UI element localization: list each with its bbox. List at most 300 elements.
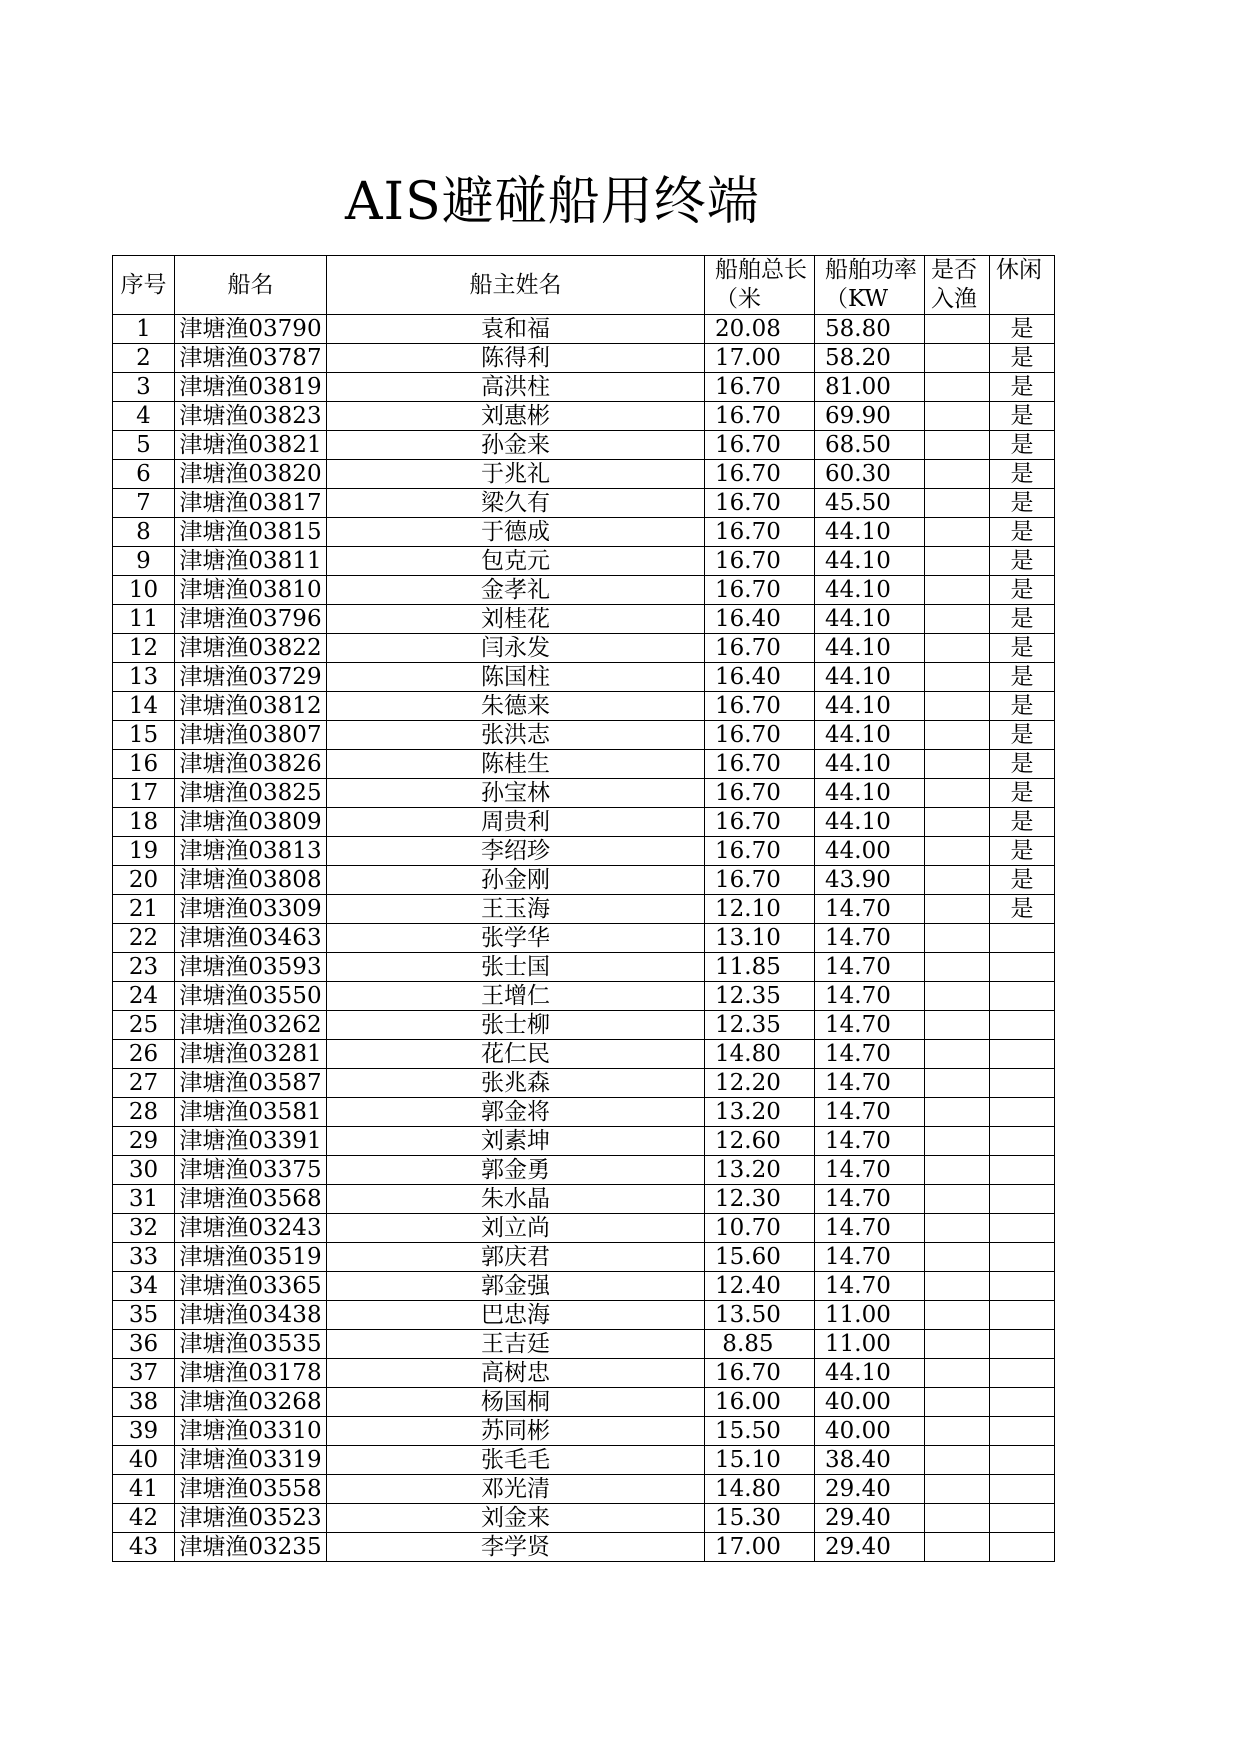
cell-ship-name: 津塘渔03826: [175, 750, 327, 779]
cell-owner: 高树忠: [327, 1359, 705, 1388]
cell-seq: 38: [113, 1388, 175, 1417]
cell-ship-name: 津塘渔03815: [175, 518, 327, 547]
cell-leisure: 是: [990, 663, 1055, 692]
cell-ship-name: 津塘渔03391: [175, 1127, 327, 1156]
cell-power: 14.70: [815, 1272, 925, 1301]
cell-power: 40.00: [815, 1417, 925, 1446]
cell-power: 44.10: [815, 663, 925, 692]
cell-length: 10.70: [705, 1214, 815, 1243]
cell-power: 44.10: [815, 808, 925, 837]
table-row: [113, 808, 1055, 837]
cell-entered: [925, 953, 990, 982]
cell-ship-name: 津塘渔03810: [175, 576, 327, 605]
cell-entered: [925, 1446, 990, 1475]
cell-length: 14.80: [705, 1475, 815, 1504]
cell-seq: 43: [113, 1533, 175, 1562]
cell-ship-name: 津塘渔03821: [175, 431, 327, 460]
cell-leisure: 是: [990, 895, 1055, 924]
cell-owner: 花仁民: [327, 1040, 705, 1069]
table-row: [113, 1417, 1055, 1446]
header-length: 船舶总长（米: [705, 256, 815, 315]
cell-length: 16.70: [705, 518, 815, 547]
cell-power: 44.10: [815, 605, 925, 634]
cell-owner: 李绍珍: [327, 837, 705, 866]
cell-leisure: 是: [990, 692, 1055, 721]
cell-ship-name: 津塘渔03535: [175, 1330, 327, 1359]
cell-owner: 杨国桐: [327, 1388, 705, 1417]
table-row: [113, 1127, 1055, 1156]
cell-leisure: [990, 1243, 1055, 1272]
cell-seq: 34: [113, 1272, 175, 1301]
cell-seq: 4: [113, 402, 175, 431]
cell-ship-name: 津塘渔03822: [175, 634, 327, 663]
cell-seq: 16: [113, 750, 175, 779]
cell-length: 16.70: [705, 547, 815, 576]
cell-ship-name: 津塘渔03587: [175, 1069, 327, 1098]
cell-seq: 19: [113, 837, 175, 866]
cell-power: 29.40: [815, 1475, 925, 1504]
cell-leisure: [990, 982, 1055, 1011]
cell-length: 15.50: [705, 1417, 815, 1446]
cell-length: 16.70: [705, 402, 815, 431]
cell-seq: 25: [113, 1011, 175, 1040]
table-row: [113, 837, 1055, 866]
cell-length: 16.70: [705, 1359, 815, 1388]
cell-power: 11.00: [815, 1330, 925, 1359]
header-entered: 是否入渔: [925, 256, 990, 315]
cell-entered: [925, 431, 990, 460]
cell-owner: 陈得利: [327, 344, 705, 373]
cell-power: 44.10: [815, 750, 925, 779]
cell-seq: 9: [113, 547, 175, 576]
cell-seq: 22: [113, 924, 175, 953]
cell-owner: 袁和福: [327, 315, 705, 344]
cell-owner: 高洪柱: [327, 373, 705, 402]
cell-seq: 3: [113, 373, 175, 402]
cell-leisure: 是: [990, 605, 1055, 634]
cell-power: 14.70: [815, 982, 925, 1011]
cell-leisure: [990, 1475, 1055, 1504]
cell-length: 15.10: [705, 1446, 815, 1475]
cell-seq: 2: [113, 344, 175, 373]
cell-length: 20.08: [705, 315, 815, 344]
cell-power: 44.10: [815, 1359, 925, 1388]
cell-leisure: [990, 953, 1055, 982]
cell-leisure: 是: [990, 518, 1055, 547]
cell-seq: 36: [113, 1330, 175, 1359]
cell-power: 44.10: [815, 518, 925, 547]
cell-length: 16.70: [705, 431, 815, 460]
cell-length: 16.70: [705, 721, 815, 750]
cell-ship-name: 津塘渔03787: [175, 344, 327, 373]
cell-power: 44.10: [815, 721, 925, 750]
cell-seq: 31: [113, 1185, 175, 1214]
cell-owner: 王增仁: [327, 982, 705, 1011]
table-row: [113, 634, 1055, 663]
cell-power: 14.70: [815, 1214, 925, 1243]
table-row: [113, 1069, 1055, 1098]
table-row: [113, 1185, 1055, 1214]
cell-seq: 32: [113, 1214, 175, 1243]
table-row: [113, 721, 1055, 750]
cell-ship-name: 津塘渔03812: [175, 692, 327, 721]
cell-seq: 26: [113, 1040, 175, 1069]
cell-leisure: 是: [990, 808, 1055, 837]
header-ship-name: 船名: [175, 256, 327, 315]
cell-leisure: [990, 1185, 1055, 1214]
cell-ship-name: 津塘渔03319: [175, 1446, 327, 1475]
table-row: [113, 344, 1055, 373]
table-row: [113, 315, 1055, 344]
cell-seq: 35: [113, 1301, 175, 1330]
table-row: [113, 1330, 1055, 1359]
cell-owner: 于兆礼: [327, 460, 705, 489]
cell-entered: [925, 1533, 990, 1562]
cell-seq: 21: [113, 895, 175, 924]
cell-entered: [925, 1069, 990, 1098]
cell-length: 13.20: [705, 1098, 815, 1127]
cell-seq: 41: [113, 1475, 175, 1504]
cell-ship-name: 津塘渔03807: [175, 721, 327, 750]
cell-length: 12.60: [705, 1127, 815, 1156]
cell-ship-name: 津塘渔03809: [175, 808, 327, 837]
cell-length: 8.85: [705, 1330, 815, 1359]
cell-length: 16.70: [705, 750, 815, 779]
cell-leisure: [990, 1098, 1055, 1127]
cell-entered: [925, 1359, 990, 1388]
cell-length: 14.80: [705, 1040, 815, 1069]
cell-entered: [925, 460, 990, 489]
cell-seq: 30: [113, 1156, 175, 1185]
cell-entered: [925, 1156, 990, 1185]
cell-entered: [925, 402, 990, 431]
cell-ship-name: 津塘渔03811: [175, 547, 327, 576]
cell-seq: 11: [113, 605, 175, 634]
cell-length: 12.30: [705, 1185, 815, 1214]
cell-seq: 42: [113, 1504, 175, 1533]
cell-entered: [925, 1185, 990, 1214]
cell-power: 69.90: [815, 402, 925, 431]
cell-ship-name: 津塘渔03178: [175, 1359, 327, 1388]
cell-entered: [925, 808, 990, 837]
cell-owner: 巴忠海: [327, 1301, 705, 1330]
cell-power: 81.00: [815, 373, 925, 402]
cell-ship-name: 津塘渔03817: [175, 489, 327, 518]
cell-ship-name: 津塘渔03823: [175, 402, 327, 431]
cell-entered: [925, 634, 990, 663]
cell-length: 15.60: [705, 1243, 815, 1272]
cell-ship-name: 津塘渔03825: [175, 779, 327, 808]
table-row: [113, 518, 1055, 547]
cell-entered: [925, 750, 990, 779]
cell-entered: [925, 924, 990, 953]
cell-entered: [925, 1301, 990, 1330]
cell-owner: 刘桂花: [327, 605, 705, 634]
cell-entered: [925, 721, 990, 750]
cell-seq: 28: [113, 1098, 175, 1127]
cell-ship-name: 津塘渔03813: [175, 837, 327, 866]
cell-seq: 40: [113, 1446, 175, 1475]
cell-owner: 朱水晶: [327, 1185, 705, 1214]
cell-power: 43.90: [815, 866, 925, 895]
cell-leisure: [990, 1359, 1055, 1388]
cell-power: 14.70: [815, 1098, 925, 1127]
cell-ship-name: 津塘渔03262: [175, 1011, 327, 1040]
cell-seq: 33: [113, 1243, 175, 1272]
cell-leisure: 是: [990, 634, 1055, 663]
cell-power: 40.00: [815, 1388, 925, 1417]
cell-entered: [925, 1504, 990, 1533]
table-row: [113, 692, 1055, 721]
cell-seq: 17: [113, 779, 175, 808]
cell-leisure: [990, 1417, 1055, 1446]
cell-length: 12.10: [705, 895, 815, 924]
cell-ship-name: 津塘渔03568: [175, 1185, 327, 1214]
cell-seq: 7: [113, 489, 175, 518]
cell-owner: 陈国柱: [327, 663, 705, 692]
cell-length: 16.70: [705, 373, 815, 402]
cell-length: 17.00: [705, 1533, 815, 1562]
cell-power: 44.00: [815, 837, 925, 866]
table-row: [113, 1040, 1055, 1069]
cell-seq: 14: [113, 692, 175, 721]
table-row: [113, 1214, 1055, 1243]
cell-length: 16.70: [705, 692, 815, 721]
table-row: [113, 373, 1055, 402]
table-row: [113, 489, 1055, 518]
cell-leisure: [990, 1272, 1055, 1301]
cell-owner: 陈桂生: [327, 750, 705, 779]
cell-seq: 13: [113, 663, 175, 692]
cell-ship-name: 津塘渔03796: [175, 605, 327, 634]
cell-entered: [925, 779, 990, 808]
cell-ship-name: 津塘渔03581: [175, 1098, 327, 1127]
cell-length: 12.20: [705, 1069, 815, 1098]
cell-power: 14.70: [815, 1127, 925, 1156]
header-power: 船舶功率（KW: [815, 256, 925, 315]
cell-owner: 梁久有: [327, 489, 705, 518]
cell-length: 16.40: [705, 605, 815, 634]
cell-ship-name: 津塘渔03593: [175, 953, 327, 982]
cell-length: 16.70: [705, 576, 815, 605]
cell-entered: [925, 547, 990, 576]
cell-leisure: [990, 1040, 1055, 1069]
table-row: [113, 605, 1055, 634]
cell-owner: 王吉廷: [327, 1330, 705, 1359]
cell-owner: 孙金来: [327, 431, 705, 460]
cell-entered: [925, 489, 990, 518]
cell-seq: 20: [113, 866, 175, 895]
cell-power: 14.70: [815, 1040, 925, 1069]
cell-seq: 1: [113, 315, 175, 344]
cell-length: 16.40: [705, 663, 815, 692]
cell-power: 14.70: [815, 1185, 925, 1214]
table-row: [113, 750, 1055, 779]
cell-leisure: [990, 1156, 1055, 1185]
cell-owner: 张学华: [327, 924, 705, 953]
cell-ship-name: 津塘渔03790: [175, 315, 327, 344]
cell-owner: 周贵利: [327, 808, 705, 837]
cell-owner: 苏同彬: [327, 1417, 705, 1446]
cell-power: 44.10: [815, 692, 925, 721]
cell-power: 60.30: [815, 460, 925, 489]
cell-entered: [925, 576, 990, 605]
table-row: [113, 1272, 1055, 1301]
cell-length: 12.35: [705, 982, 815, 1011]
cell-owner: 郭庆君: [327, 1243, 705, 1272]
table-row: [113, 982, 1055, 1011]
cell-leisure: 是: [990, 460, 1055, 489]
table-row: [113, 953, 1055, 982]
cell-entered: [925, 1040, 990, 1069]
ship-table: [112, 255, 1055, 1562]
cell-entered: [925, 1127, 990, 1156]
table-row: [113, 402, 1055, 431]
cell-seq: 39: [113, 1417, 175, 1446]
table-header-row: [113, 256, 1055, 315]
cell-ship-name: 津塘渔03550: [175, 982, 327, 1011]
table-row: [113, 779, 1055, 808]
cell-owner: 张毛毛: [327, 1446, 705, 1475]
cell-leisure: [990, 1011, 1055, 1040]
cell-leisure: [990, 1446, 1055, 1475]
cell-length: 16.70: [705, 779, 815, 808]
cell-seq: 6: [113, 460, 175, 489]
cell-entered: [925, 692, 990, 721]
cell-leisure: 是: [990, 721, 1055, 750]
cell-owner: 朱德来: [327, 692, 705, 721]
table-row: [113, 1446, 1055, 1475]
cell-length: 13.20: [705, 1156, 815, 1185]
cell-owner: 孙宝林: [327, 779, 705, 808]
ship-table-body: [113, 315, 1055, 1562]
cell-owner: 孙金刚: [327, 866, 705, 895]
cell-entered: [925, 315, 990, 344]
cell-power: 58.80: [815, 315, 925, 344]
cell-owner: 张洪志: [327, 721, 705, 750]
cell-ship-name: 津塘渔03235: [175, 1533, 327, 1562]
cell-length: 17.00: [705, 344, 815, 373]
cell-length: 13.50: [705, 1301, 815, 1330]
cell-power: 44.10: [815, 634, 925, 663]
cell-ship-name: 津塘渔03310: [175, 1417, 327, 1446]
cell-leisure: [990, 1127, 1055, 1156]
cell-ship-name: 津塘渔03523: [175, 1504, 327, 1533]
cell-ship-name: 津塘渔03808: [175, 866, 327, 895]
cell-seq: 23: [113, 953, 175, 982]
cell-owner: 张兆森: [327, 1069, 705, 1098]
cell-entered: [925, 1243, 990, 1272]
cell-power: 44.10: [815, 779, 925, 808]
cell-length: 16.70: [705, 460, 815, 489]
cell-leisure: [990, 1069, 1055, 1098]
cell-owner: 张士国: [327, 953, 705, 982]
cell-leisure: 是: [990, 547, 1055, 576]
cell-entered: [925, 605, 990, 634]
cell-seq: 12: [113, 634, 175, 663]
cell-length: 16.70: [705, 489, 815, 518]
cell-entered: [925, 373, 990, 402]
cell-owner: 郭金强: [327, 1272, 705, 1301]
cell-seq: 15: [113, 721, 175, 750]
cell-leisure: [990, 1533, 1055, 1562]
cell-owner: 王玉海: [327, 895, 705, 924]
header-leisure: 休闲: [990, 256, 1055, 315]
cell-leisure: 是: [990, 489, 1055, 518]
cell-owner: 包克元: [327, 547, 705, 576]
cell-leisure: [990, 1504, 1055, 1533]
cell-entered: [925, 895, 990, 924]
cell-power: 14.70: [815, 1011, 925, 1040]
cell-leisure: 是: [990, 344, 1055, 373]
cell-ship-name: 津塘渔03243: [175, 1214, 327, 1243]
cell-entered: [925, 1272, 990, 1301]
cell-owner: 闫永发: [327, 634, 705, 663]
cell-seq: 5: [113, 431, 175, 460]
cell-length: 16.00: [705, 1388, 815, 1417]
cell-power: 44.10: [815, 576, 925, 605]
cell-length: 16.70: [705, 866, 815, 895]
cell-leisure: 是: [990, 402, 1055, 431]
cell-leisure: [990, 1214, 1055, 1243]
cell-power: 11.00: [815, 1301, 925, 1330]
header-seq: 序号: [113, 256, 175, 315]
cell-owner: 于德成: [327, 518, 705, 547]
cell-length: 12.40: [705, 1272, 815, 1301]
table-row: [113, 663, 1055, 692]
cell-owner: 郭金将: [327, 1098, 705, 1127]
document-title: AIS避碰船用终端: [345, 172, 760, 232]
cell-entered: [925, 663, 990, 692]
cell-leisure: 是: [990, 779, 1055, 808]
cell-entered: [925, 344, 990, 373]
cell-power: 45.50: [815, 489, 925, 518]
cell-owner: 郭金勇: [327, 1156, 705, 1185]
cell-leisure: [990, 1330, 1055, 1359]
cell-power: 58.20: [815, 344, 925, 373]
cell-seq: 18: [113, 808, 175, 837]
cell-entered: [925, 1011, 990, 1040]
cell-length: 16.70: [705, 634, 815, 663]
table-row: [113, 1504, 1055, 1533]
cell-entered: [925, 837, 990, 866]
cell-ship-name: 津塘渔03365: [175, 1272, 327, 1301]
cell-ship-name: 津塘渔03281: [175, 1040, 327, 1069]
cell-power: 68.50: [815, 431, 925, 460]
cell-entered: [925, 1475, 990, 1504]
header-owner: 船主姓名: [327, 256, 705, 315]
cell-ship-name: 津塘渔03375: [175, 1156, 327, 1185]
cell-power: 14.70: [815, 924, 925, 953]
cell-power: 44.10: [815, 547, 925, 576]
cell-ship-name: 津塘渔03309: [175, 895, 327, 924]
cell-entered: [925, 1417, 990, 1446]
cell-leisure: [990, 1388, 1055, 1417]
table-row: [113, 431, 1055, 460]
cell-leisure: [990, 924, 1055, 953]
cell-power: 14.70: [815, 1243, 925, 1272]
cell-length: 12.35: [705, 1011, 815, 1040]
cell-leisure: 是: [990, 837, 1055, 866]
cell-leisure: 是: [990, 750, 1055, 779]
table-row: [113, 547, 1055, 576]
table-row: [113, 1301, 1055, 1330]
cell-length: 11.85: [705, 953, 815, 982]
cell-owner: 邓光清: [327, 1475, 705, 1504]
cell-length: 16.70: [705, 837, 815, 866]
cell-leisure: 是: [990, 373, 1055, 402]
table-row: [113, 924, 1055, 953]
